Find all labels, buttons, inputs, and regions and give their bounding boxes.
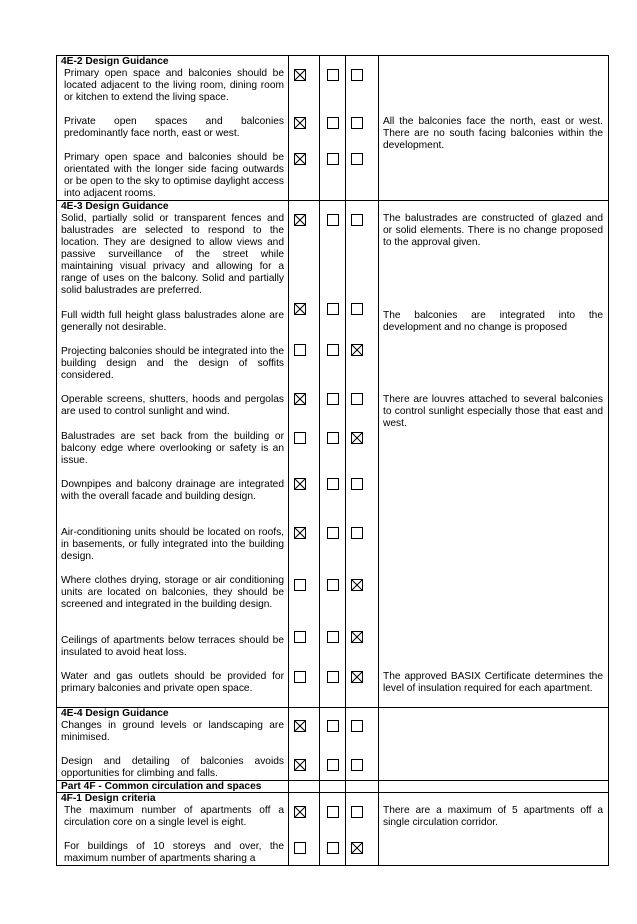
column-divider: [288, 55, 289, 866]
checkbox-complies[interactable]: [294, 759, 306, 771]
compliance-table: [56, 55, 609, 866]
checkbox-complies[interactable]: [294, 69, 306, 81]
section-heading: 4E-3 Design Guidance: [61, 201, 169, 212]
cross-icon: [352, 433, 362, 443]
checkbox-complies[interactable]: [294, 671, 306, 683]
checkbox-not-applicable[interactable]: [351, 579, 363, 591]
comment-text: All the balconies face the north, east or west. There are no south facing balconies within the development.: [383, 116, 603, 151]
checkbox-not-applicable[interactable]: [351, 631, 363, 643]
comment-text: The approved BASIX Certificate determines the level of insulation required for each apartment.: [383, 671, 603, 694]
checkbox-not-applicable[interactable]: [351, 393, 363, 405]
cross-icon: [295, 807, 305, 817]
table-border-left: [56, 55, 57, 866]
checkbox-not-applicable[interactable]: [351, 432, 363, 444]
cross-icon: [295, 118, 305, 128]
requirement-text: Primary open space and balconies should be orientated with the longer side facing outwards or be open to the sky to optimise daylight access into adjacent rooms.: [64, 152, 284, 199]
requirement-text: Where clothes drying, storage or air conditioning units are located on balconies, they should be screened and integrated in the building design.: [61, 575, 284, 610]
requirement-text: Air-conditioning units should be located on roofs, in basements, or fully integrated into the building design.: [61, 527, 284, 562]
checkbox-does-not-comply[interactable]: [327, 759, 339, 771]
section-heading: 4E-4 Design Guidance: [61, 708, 169, 719]
checkbox-not-applicable[interactable]: [351, 303, 363, 315]
checkbox-not-applicable[interactable]: [351, 117, 363, 129]
checkbox-complies[interactable]: [294, 631, 306, 643]
checkbox-does-not-comply[interactable]: [327, 432, 339, 444]
requirement-text: Changes in ground levels or landscaping are minimised.: [61, 720, 284, 743]
requirement-text: Balustrades are set back from the building or balcony edge where overlooking or safety is an issue.: [61, 431, 284, 466]
requirement-text: Ceilings of apartments below terraces should be insulated to avoid heat loss.: [61, 635, 284, 658]
cross-icon: [352, 345, 362, 355]
comment-text: The balustrades are constructed of glazed and or solid elements. There is no change proposed to the approval given.: [383, 213, 603, 248]
cross-icon: [352, 672, 362, 682]
checkbox-does-not-comply[interactable]: [327, 69, 339, 81]
requirement-text: Full width full height glass balustrades alone are generally not desirable.: [61, 310, 284, 333]
cross-icon: [295, 528, 305, 538]
cross-icon: [295, 721, 305, 731]
requirement-text: For buildings of 10 storeys and over, the maximum number of apartments sharing a: [64, 841, 284, 864]
checkbox-does-not-comply[interactable]: [327, 806, 339, 818]
checkbox-complies[interactable]: [294, 478, 306, 490]
checkbox-not-applicable[interactable]: [351, 214, 363, 226]
cross-icon: [295, 70, 305, 80]
checkbox-complies[interactable]: [294, 720, 306, 732]
column-divider: [378, 55, 379, 866]
checkbox-does-not-comply[interactable]: [327, 153, 339, 165]
checkbox-complies[interactable]: [294, 393, 306, 405]
requirement-text: Solid, partially solid or transparent fences and balustrades are selected to respond to the location. They are designed to allow views and passive surveillance of the street while maintaining visual privacy and allowing for a range of uses on the balcony. Solid and partially solid balustrades are preferred.: [61, 213, 284, 296]
checkbox-does-not-comply[interactable]: [327, 579, 339, 591]
cross-icon: [352, 632, 362, 642]
section-heading: 4E-2 Design Guidance: [61, 56, 169, 67]
checkbox-not-applicable[interactable]: [351, 69, 363, 81]
requirement-text: Downpipes and balcony drainage are integrated with the overall facade and building design.: [61, 479, 284, 502]
checkbox-complies[interactable]: [294, 806, 306, 818]
checkbox-not-applicable[interactable]: [351, 478, 363, 490]
requirement-text: Private open spaces and balconies predominantly face north, east or west.: [64, 116, 284, 139]
checkbox-complies[interactable]: [294, 527, 306, 539]
checkbox-does-not-comply[interactable]: [327, 303, 339, 315]
checkbox-complies[interactable]: [294, 842, 306, 854]
cross-icon: [295, 760, 305, 770]
checkbox-does-not-comply[interactable]: [327, 720, 339, 732]
checkbox-not-applicable[interactable]: [351, 527, 363, 539]
requirement-text: Operable screens, shutters, hoods and pergolas are used to control sunlight and wind.: [61, 394, 284, 417]
requirement-text: The maximum number of apartments off a circulation core on a single level is eight.: [64, 805, 284, 828]
checkbox-not-applicable[interactable]: [351, 671, 363, 683]
table-border-bottom: [56, 865, 609, 866]
section-heading: 4F-1 Design criteria: [61, 793, 156, 804]
requirement-text: Primary open space and balconies should be located adjacent to the living room, dining room or kitchen to extend the living space.: [64, 68, 284, 103]
column-divider: [345, 55, 346, 866]
comment-text: There are a maximum of 5 apartments off a single circulation corridor.: [383, 805, 603, 828]
requirement-text: Projecting balconies should be integrated into the building design and the design of soffits considered.: [61, 346, 284, 381]
cross-icon: [295, 215, 305, 225]
comment-text: There are louvres attached to several balconies to control sunlight especially those that east and west.: [383, 394, 603, 429]
checkbox-not-applicable[interactable]: [351, 759, 363, 771]
cross-icon: [295, 304, 305, 314]
checkbox-does-not-comply[interactable]: [327, 842, 339, 854]
cross-icon: [295, 394, 305, 404]
checkbox-complies[interactable]: [294, 153, 306, 165]
checkbox-complies[interactable]: [294, 214, 306, 226]
checkbox-complies[interactable]: [294, 432, 306, 444]
checkbox-complies[interactable]: [294, 344, 306, 356]
checkbox-complies[interactable]: [294, 117, 306, 129]
column-divider: [319, 55, 320, 866]
comment-text: The balconies are integrated into the development and no change is proposed: [383, 310, 603, 333]
checkbox-not-applicable[interactable]: [351, 842, 363, 854]
cross-icon: [352, 580, 362, 590]
cross-icon: [295, 479, 305, 489]
checkbox-does-not-comply[interactable]: [327, 527, 339, 539]
checkbox-does-not-comply[interactable]: [327, 478, 339, 490]
checkbox-not-applicable[interactable]: [351, 720, 363, 732]
checkbox-does-not-comply[interactable]: [327, 344, 339, 356]
part-heading: Part 4F - Common circulation and spaces: [61, 781, 262, 792]
checkbox-does-not-comply[interactable]: [327, 393, 339, 405]
requirement-text: Water and gas outlets should be provided for primary balconies and private open space.: [61, 671, 284, 694]
cross-icon: [352, 843, 362, 853]
checkbox-not-applicable[interactable]: [351, 806, 363, 818]
checkbox-complies[interactable]: [294, 579, 306, 591]
checkbox-does-not-comply[interactable]: [327, 671, 339, 683]
cross-icon: [295, 154, 305, 164]
checkbox-not-applicable[interactable]: [351, 344, 363, 356]
checkbox-not-applicable[interactable]: [351, 153, 363, 165]
checkbox-does-not-comply[interactable]: [327, 117, 339, 129]
table-border-right: [608, 55, 609, 866]
checkbox-does-not-comply[interactable]: [327, 214, 339, 226]
requirement-text: Design and detailing of balconies avoids opportunities for climbing and falls.: [61, 756, 284, 779]
checkbox-complies[interactable]: [294, 303, 306, 315]
checkbox-does-not-comply[interactable]: [327, 631, 339, 643]
